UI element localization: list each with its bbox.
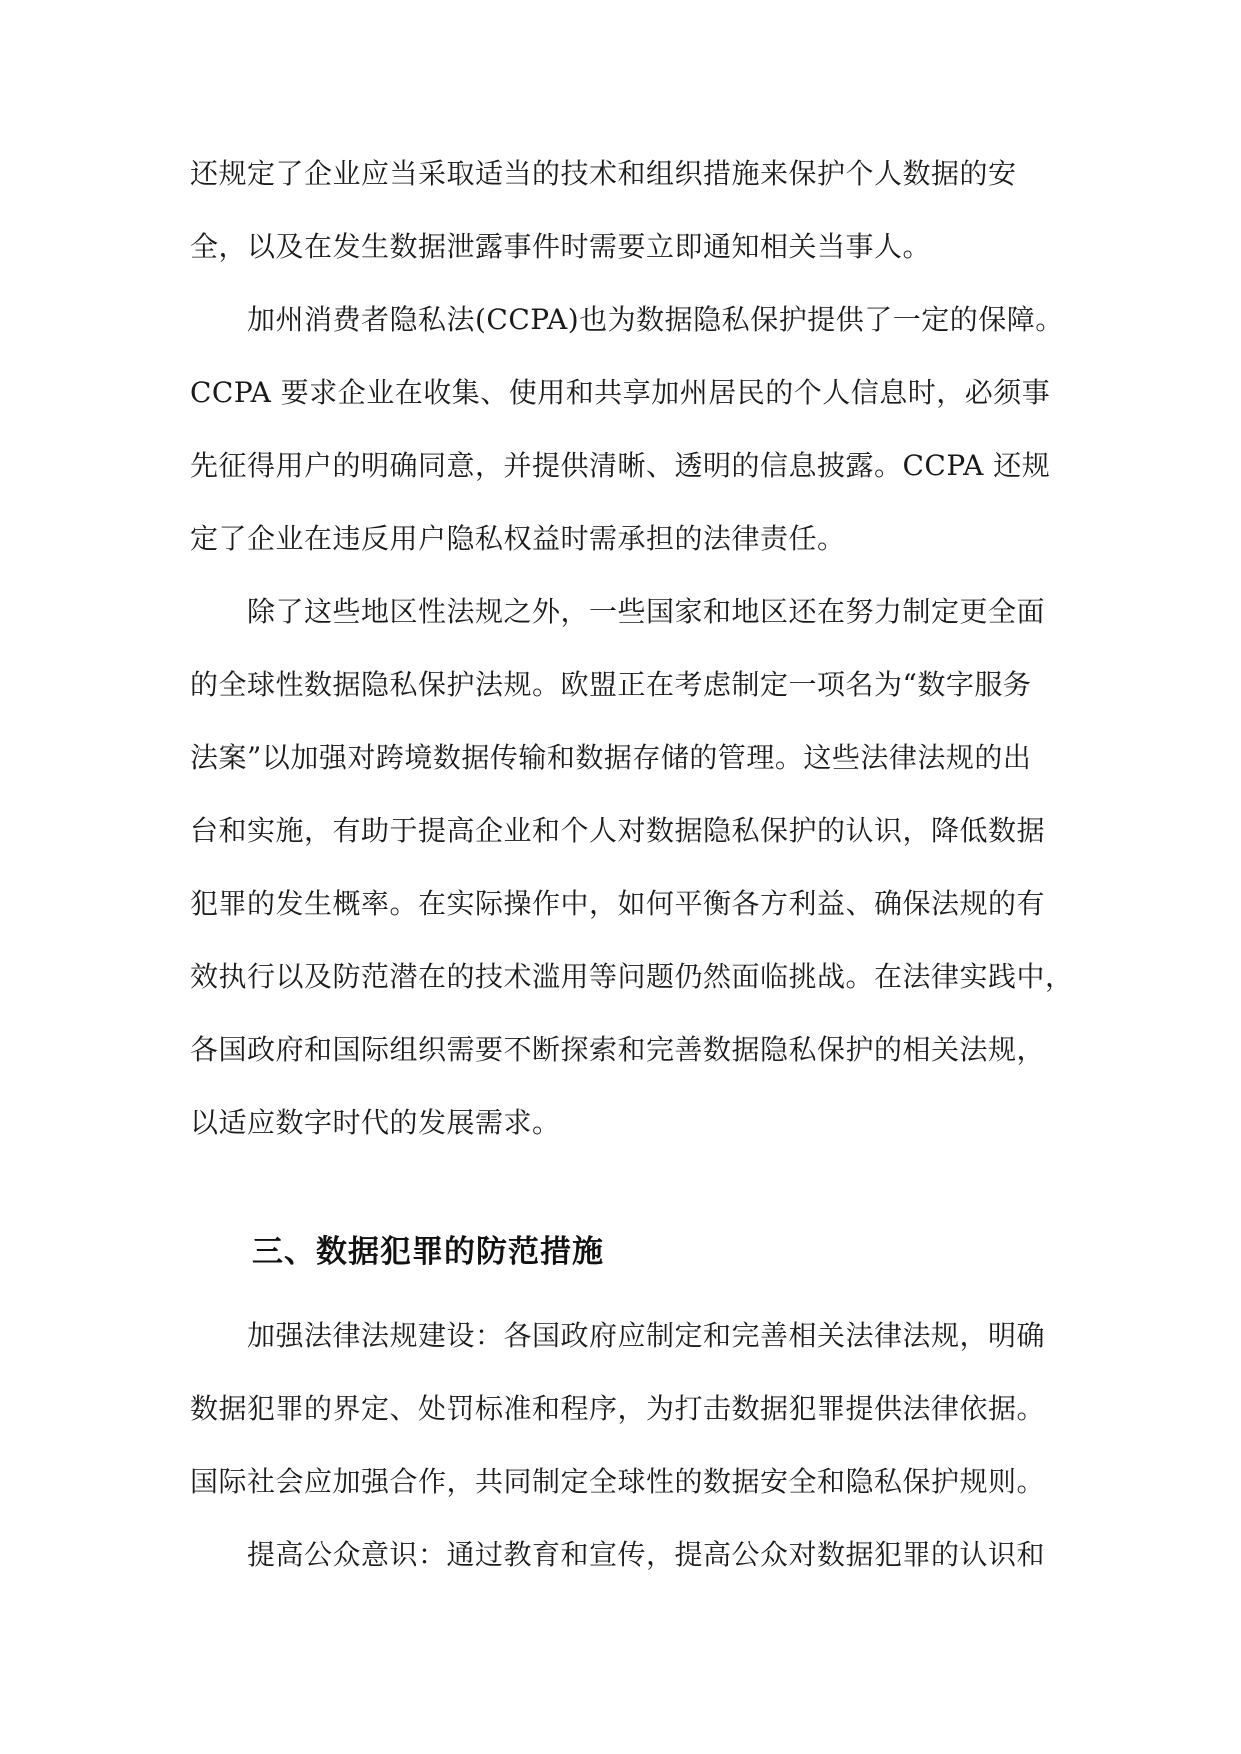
text-line: 法案”以加强对跨境数据传输和数据存储的管理。这些法律法规的出	[190, 741, 1032, 774]
text-line: 提高公众意识：通过教育和宣传，提高公众对数据犯罪的认识和	[190, 1538, 1046, 1571]
section-heading: 三、数据犯罪的防范措施	[252, 1234, 604, 1270]
text-line: 效执行以及防范潜在的技术滥用等问题仍然面临挑战。在法律实践中，	[190, 960, 1074, 993]
text-line: 数据犯罪的界定、处罚标准和程序，为打击数据犯罪提供法律依据。	[190, 1392, 1046, 1425]
text-line: 台和实施，有助于提高企业和个人对数据隐私保护的认识，降低数据	[190, 814, 1046, 847]
text-line: CCPA 要求企业在收集、使用和共享加州居民的个人信息时，必须事	[190, 376, 1051, 409]
text-line: 犯罪的发生概率。在实际操作中，如何平衡各方利益、确保法规的有	[190, 887, 1046, 920]
text-line: 先征得用户的明确同意，并提供清晰、透明的信息披露。CCPA 还规	[190, 449, 1051, 482]
text-line: 定了企业在违反用户隐私权益时需承担的法律责任。	[190, 522, 846, 555]
text-line: 以适应数字时代的发展需求。	[190, 1106, 561, 1139]
text-line: 的全球性数据隐私保护法规。欧盟正在考虑制定一项名为“数字服务	[190, 668, 1032, 701]
text-line: 还规定了企业应当采取适当的技术和组织措施来保护个人数据的安	[190, 157, 1017, 190]
text-line: 国际社会应加强合作，共同制定全球性的数据安全和隐私保护规则。	[190, 1465, 1046, 1498]
text-line: 全，以及在发生数据泄露事件时需要立即通知相关当事人。	[190, 230, 932, 263]
text-line: 加强法律法规建设：各国政府应制定和完善相关法律法规，明确	[190, 1319, 1046, 1352]
text-line: 除了这些地区性法规之外，一些国家和地区还在努力制定更全面	[190, 595, 1046, 628]
text-line: 各国政府和国际组织需要不断探索和完善数据隐私保护的相关法规，	[190, 1033, 1046, 1066]
text-line: 加州消费者隐私法(CCPA)也为数据隐私保护提供了一定的保障。	[190, 303, 1064, 336]
